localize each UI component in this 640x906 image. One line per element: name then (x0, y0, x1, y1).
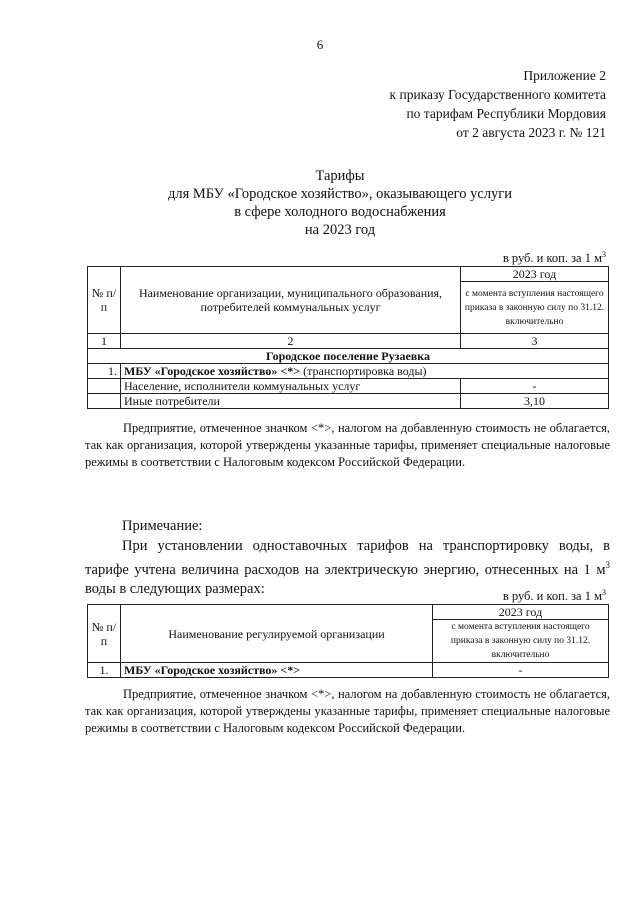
row-num: 1. (88, 663, 121, 678)
header-period: с момента вступления настоящего приказа в законную силу по 31.12. включительно (433, 620, 609, 663)
table2-unit (503, 588, 606, 604)
table-row (88, 663, 609, 678)
footnote-1 (85, 420, 610, 471)
table-row (88, 349, 609, 364)
unit-text: в руб. и коп. за 1 м (502, 589, 602, 604)
table-row (88, 267, 609, 282)
header-year: 2023 год (433, 605, 609, 620)
table-row (88, 605, 609, 620)
index-cell: 2 (121, 334, 461, 349)
org-service: (транспортировка воды) (300, 364, 427, 378)
electricity-value: - (433, 663, 609, 678)
header-name: Наименование регулируемой организации (121, 605, 433, 663)
unit-text: в руб. и коп. за 1 м (502, 251, 602, 266)
header-num: № п/п (88, 605, 121, 663)
tariff-value: 3,10 (461, 394, 609, 409)
tariff-table (87, 266, 609, 409)
footnote-2 (85, 686, 610, 737)
row-num: 1. (88, 364, 121, 379)
appendix-header (390, 66, 606, 142)
consumer-name: Иные потребители (121, 394, 461, 409)
table-row (88, 334, 609, 349)
header-year: 2023 год (461, 267, 609, 282)
appendix-line: по тарифам Республики Мордовия (406, 106, 606, 121)
footnote-text: Предприятие, отмеченное значком <*>, налогом на добавленную стоимость не облагается, так как организация, которой утверждены указанные тарифы, применяет специальные налоговые режимы в соответствии с Налоговым кодексом Российской Федерации. (85, 687, 610, 735)
section-title: Городское поселение Рузаевка (88, 349, 609, 364)
appendix-line: Приложение 2 (523, 68, 606, 83)
appendix-line: к приказу Государственного комитета (389, 87, 606, 102)
appendix-line: от 2 августа 2023 г. № 121 (456, 125, 606, 140)
index-cell: 3 (461, 334, 609, 349)
tariff-value: - (461, 379, 609, 394)
note-text-part: воды в следующих размерах: (85, 580, 265, 597)
table-row (88, 394, 609, 409)
unit-sup: 3 (602, 250, 606, 259)
electricity-table (87, 604, 609, 678)
title-line: для МБУ «Городское хозяйство», оказывающего услуги (167, 186, 513, 202)
footnote-text: Предприятие, отмеченное значком <*>, налогом на добавленную стоимость не облагается, так как организация, которой утверждены указанные тарифы, применяет специальные налоговые режимы в соответствии с Налоговым кодексом Российской Федерации. (85, 421, 610, 469)
document-title (150, 167, 530, 239)
header-num: № п/п (88, 267, 121, 334)
note-heading: Примечание: (122, 518, 203, 534)
empty-cell (88, 379, 121, 394)
org-name: МБУ «Городское хозяйство» <*> (124, 364, 301, 378)
table1-unit (503, 250, 606, 266)
table-row (88, 379, 609, 394)
page-number: 6 (316, 37, 324, 52)
empty-cell (88, 394, 121, 409)
title-line: в сфере холодного водоснабжения (234, 204, 446, 220)
consumer-name: Население, исполнители коммунальных услуг (121, 379, 461, 394)
header-period: с момента вступления настоящего приказа в законную силу по 31.12. включительно (461, 282, 609, 334)
index-cell: 1 (88, 334, 121, 349)
note-text-part: При установлении одноставочных тарифов на транспортировку воды, в тарифе учтена величина расходов на электрическую энергию, отнесенных на 1 м (85, 538, 610, 578)
note-sup: 3 (605, 560, 610, 570)
table-row (88, 364, 609, 379)
title-line: на 2023 год (304, 222, 376, 238)
org-name: МБУ «Городское хозяйство» <*> (121, 663, 433, 678)
unit-sup: 3 (602, 588, 606, 597)
header-name: Наименование организации, муниципального образования, потребителей коммунальных услуг (121, 267, 461, 334)
title-line: Тарифы (315, 168, 365, 184)
org-name-cell (121, 364, 609, 379)
